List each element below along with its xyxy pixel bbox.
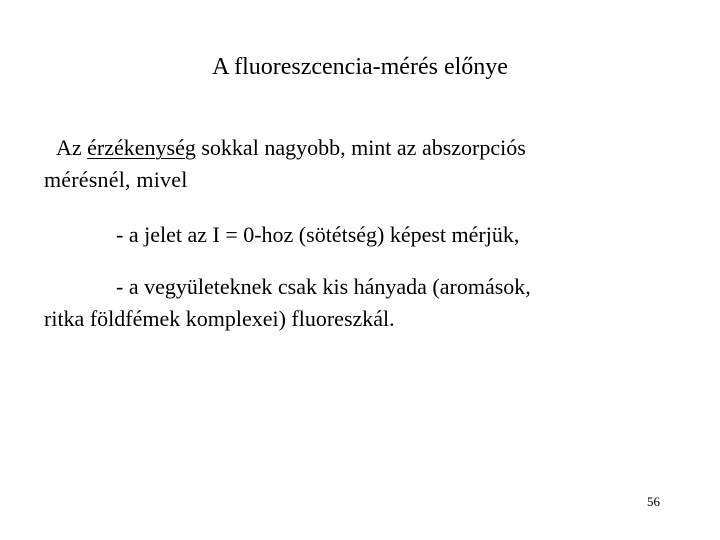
intro-rest-text: sokkal nagyobb, mint az abszorpciós <box>195 135 526 160</box>
emphasis-term: érzékenység <box>87 135 196 160</box>
intro-line-2: mérésnél, mivel <box>44 167 188 192</box>
intro-lead-text: Az <box>56 135 88 160</box>
bullet-2-line-2: ritka földfémek komplexei) fluoreszkál. <box>44 306 395 331</box>
intro-line-1 <box>56 132 526 164</box>
bullet-2-line-1: - a vegyületeknek csak kis hányada (aromások, <box>116 274 531 299</box>
slide-title: A fluoreszcencia-mérés előnye <box>212 54 508 80</box>
page-number: 56 <box>647 494 660 509</box>
bullet-1: - a jelet az I = 0-hoz (sötétség) képest mérjük, <box>116 222 520 247</box>
